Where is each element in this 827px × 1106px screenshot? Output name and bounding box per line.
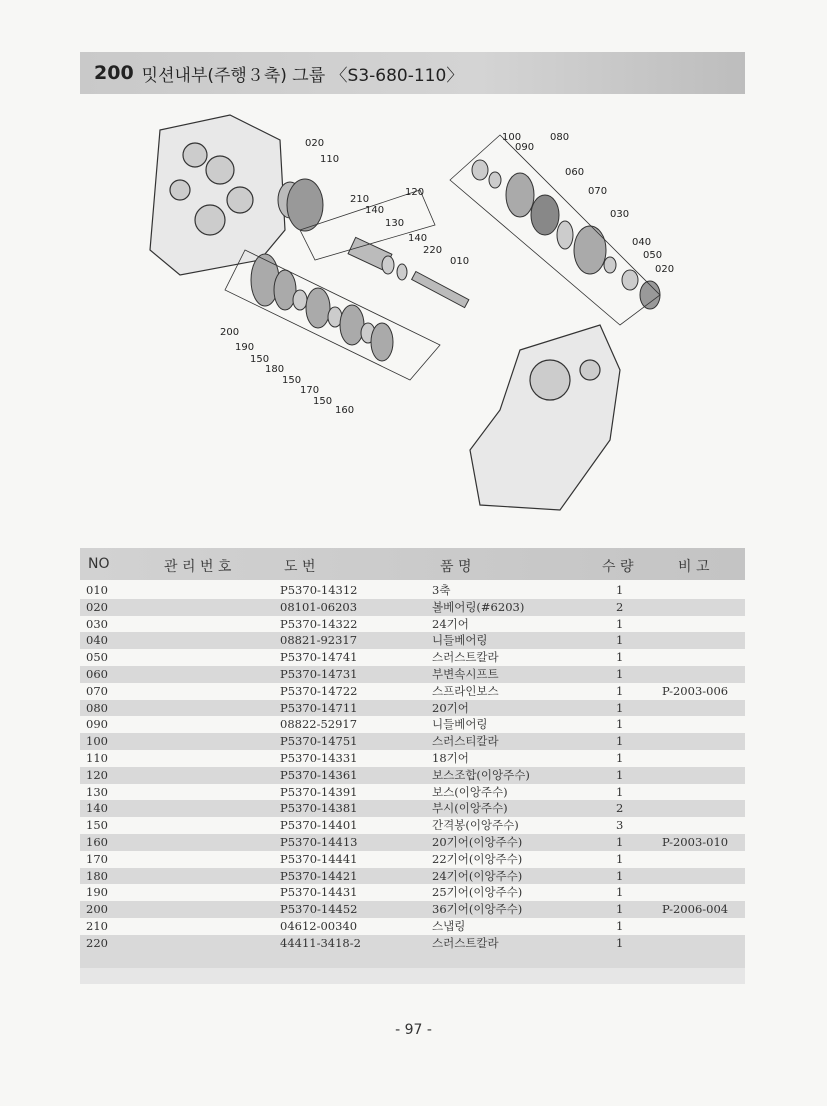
cell-part-name: 스러스트칼라 (432, 935, 499, 950)
cell-qty: 1 (616, 784, 624, 799)
callout-030: 030 (610, 209, 630, 220)
table-row (80, 935, 745, 952)
cell-drawing-no: P5370-14731 (280, 666, 358, 681)
callout-120: 120 (405, 187, 425, 198)
cell-qty: 1 (616, 583, 624, 597)
cell-note: P-2003-010 (662, 834, 729, 849)
parts-table-body (80, 582, 745, 952)
callout-010: 010 (450, 256, 470, 267)
table-row (80, 582, 745, 599)
rear-housing (470, 325, 620, 510)
callout-150a: 150 (250, 354, 270, 365)
callout-080: 080 (550, 132, 570, 143)
table-row (80, 800, 745, 817)
col-note: 비 고 (678, 559, 710, 575)
cell-qty: 1 (616, 700, 624, 715)
cell-drawing-no: P5370-14401 (280, 818, 358, 833)
cell-drawing-no: P5370-14722 (280, 683, 358, 698)
col-drawing-no: 도 번 (284, 559, 316, 575)
cell-part-name: 22기어(이앙주수) (432, 851, 523, 866)
table-row (80, 683, 745, 700)
section-title: 밋션내부(주행３축) 그룹 〈S3-680-110〉 (141, 65, 464, 86)
cell-part-name: 스러스트칼라 (432, 650, 499, 665)
cell-no: 040 (86, 633, 108, 648)
callout-150b: 150 (282, 375, 302, 386)
callout-050: 050 (643, 250, 663, 261)
cell-drawing-no: P5370-14331 (280, 750, 358, 765)
cell-qty: 1 (616, 868, 624, 883)
callout-070: 070 (588, 186, 608, 197)
cell-no: 030 (86, 616, 108, 631)
table-row (80, 700, 745, 717)
right-assembly (472, 160, 663, 309)
cell-no: 060 (86, 666, 108, 681)
cell-no: 170 (86, 851, 108, 866)
cell-qty: 1 (616, 683, 624, 698)
cell-no: 010 (86, 583, 108, 597)
col-mgmt-no: 관 리 번 호 (164, 559, 232, 575)
col-part-name: 품 명 (440, 559, 472, 575)
table-row (80, 666, 745, 683)
cell-no: 020 (86, 599, 108, 614)
cell-part-name: 보스(이앙주수) (432, 784, 508, 799)
cell-drawing-no: 08822-52917 (280, 717, 358, 732)
cell-drawing-no: P5370-14741 (280, 650, 358, 665)
parts-diagram (140, 110, 680, 530)
callout-020a: 020 (305, 138, 325, 149)
section-number: 200 (94, 62, 134, 84)
cell-qty: 3 (616, 818, 624, 833)
callout-130: 130 (385, 218, 405, 229)
cell-drawing-no: P5370-14711 (280, 700, 358, 715)
table-row (80, 767, 745, 784)
cell-qty: 1 (616, 633, 624, 648)
callout-140a: 140 (365, 205, 385, 216)
cell-no: 070 (86, 683, 108, 698)
cell-drawing-no: 08101-06203 (280, 599, 358, 614)
cell-part-name: 3축 (432, 583, 451, 597)
callout-190: 190 (235, 342, 255, 353)
cell-note: P-2003-006 (662, 683, 729, 698)
cell-no: 190 (86, 885, 108, 900)
table-row (80, 784, 745, 801)
callout-180: 180 (265, 364, 285, 375)
callout-210: 210 (350, 194, 370, 205)
callout-020b: 020 (655, 264, 675, 275)
cell-drawing-no: 44411-3418-2 (280, 935, 361, 950)
cell-no: 120 (86, 767, 108, 782)
parts-table-header (80, 548, 745, 580)
cell-drawing-no: P5370-14421 (280, 868, 358, 883)
page-number: - 97 - (395, 1022, 432, 1038)
cell-qty: 1 (616, 767, 624, 782)
empty-band (80, 968, 745, 984)
cell-no: 100 (86, 734, 108, 749)
cell-qty: 1 (616, 650, 624, 665)
cell-drawing-no: P5370-14312 (280, 583, 358, 597)
cell-qty: 1 (616, 717, 624, 732)
callout-200: 200 (220, 327, 240, 338)
cell-no: 090 (86, 717, 108, 732)
table-row (80, 616, 745, 633)
table-row (80, 868, 745, 885)
cell-qty: 1 (616, 616, 624, 631)
shaft-010 (348, 237, 469, 307)
table-row (80, 901, 745, 918)
cell-qty: 1 (616, 851, 624, 866)
cell-drawing-no: P5370-14391 (280, 784, 358, 799)
cell-part-name: 36기어(이앙주수) (432, 902, 523, 917)
col-qty: 수 량 (602, 559, 634, 575)
table-row (80, 750, 745, 767)
callout-160: 160 (335, 405, 355, 416)
cell-no: 220 (86, 935, 108, 950)
cell-part-name: 보스조합(이앙주수) (432, 767, 530, 782)
cell-no: 200 (86, 902, 108, 917)
cell-qty: 1 (616, 885, 624, 900)
cell-drawing-no: P5370-14751 (280, 734, 358, 749)
callout-220: 220 (423, 245, 443, 256)
cell-drawing-no: P5370-14441 (280, 851, 358, 866)
cell-no: 140 (86, 801, 108, 816)
cell-no: 110 (86, 750, 108, 765)
cell-qty: 1 (616, 734, 624, 749)
cell-no: 080 (86, 700, 108, 715)
cell-part-name: 니들베어링 (432, 633, 488, 648)
cell-no: 160 (86, 834, 108, 849)
cell-part-name: 스냅링 (432, 918, 466, 933)
cell-note: P-2006-004 (662, 902, 729, 917)
cell-drawing-no: P5370-14322 (280, 616, 358, 631)
cell-qty: 1 (616, 902, 624, 917)
empty-band (80, 952, 745, 968)
cell-part-name: 스프라인보스 (432, 683, 499, 698)
cell-drawing-no: 08821-92317 (280, 633, 358, 648)
cell-qty: 2 (616, 599, 624, 614)
cell-part-name: 24기어(이앙주수) (432, 868, 523, 883)
cell-drawing-no: P5370-14431 (280, 885, 358, 900)
table-row (80, 884, 745, 901)
table-row (80, 733, 745, 750)
gear-stack (251, 254, 393, 361)
cell-qty: 1 (616, 834, 624, 849)
table-row (80, 632, 745, 649)
callout-150c: 150 (313, 396, 333, 407)
cell-qty: 1 (616, 935, 624, 950)
callout-140b: 140 (408, 233, 428, 244)
cell-drawing-no: P5370-14381 (280, 801, 358, 816)
cell-part-name: 20기어(이앙주수) (432, 834, 523, 849)
table-row (80, 851, 745, 868)
cell-no: 150 (86, 818, 108, 833)
col-no: NO (88, 556, 110, 572)
table-row (80, 716, 745, 733)
cell-qty: 2 (616, 801, 624, 816)
cell-part-name: 간격봉(이앙주수) (432, 818, 519, 833)
cell-part-name: 24기어 (432, 616, 469, 631)
cell-part-name: 부시(이앙주수) (432, 801, 508, 816)
table-row (80, 599, 745, 616)
cell-qty: 1 (616, 750, 624, 765)
cell-drawing-no: P5370-14452 (280, 902, 358, 917)
cell-qty: 1 (616, 918, 624, 933)
cell-part-name: 스러스티칼라 (432, 734, 499, 749)
table-row (80, 834, 745, 851)
cell-part-name: 니들베어링 (432, 717, 488, 732)
cell-no: 050 (86, 650, 108, 665)
cell-no: 180 (86, 868, 108, 883)
left-housing (150, 115, 285, 275)
table-row (80, 918, 745, 935)
cell-part-name: 25기어(이앙주수) (432, 885, 523, 900)
cell-drawing-no: 04612-00340 (280, 918, 358, 933)
cell-part-name: 부변속시프트 (432, 666, 499, 681)
callout-060: 060 (565, 167, 585, 178)
cell-part-name: 볼베어링(#6203) (432, 599, 525, 614)
cell-qty: 1 (616, 666, 624, 681)
cell-no: 210 (86, 918, 108, 933)
section-title-bar (80, 52, 745, 94)
cell-drawing-no: P5370-14413 (280, 834, 358, 849)
callout-170: 170 (300, 385, 320, 396)
callout-090: 090 (515, 142, 535, 153)
callout-110: 110 (320, 154, 340, 165)
cell-no: 130 (86, 784, 108, 799)
cell-part-name: 18기어 (432, 750, 469, 765)
cell-drawing-no: P5370-14361 (280, 767, 358, 782)
callout-040: 040 (632, 237, 652, 248)
table-row (80, 649, 745, 666)
cell-part-name: 20기어 (432, 700, 469, 715)
table-row (80, 817, 745, 834)
callout-100: 100 (502, 132, 522, 143)
